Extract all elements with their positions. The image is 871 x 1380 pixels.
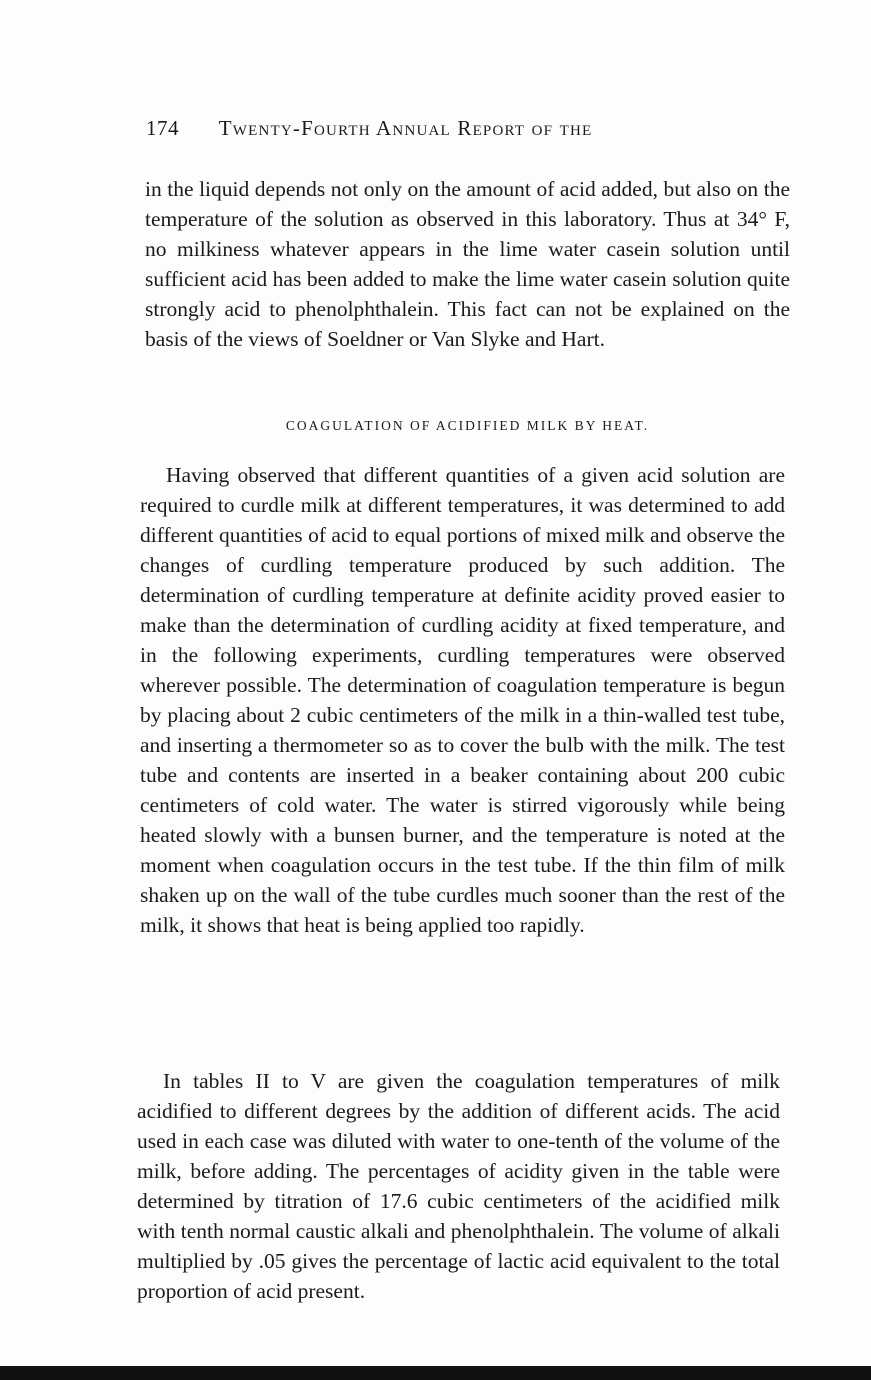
- page-header: [146, 116, 746, 150]
- scan-bottom-edge: [0, 1366, 871, 1380]
- section-heading: COAGULATION OF ACIDIFIED MILK BY HEAT.: [285, 418, 650, 433]
- body-paragraph-2: Having observed that different quantities of a given acid solution are required to curdle milk at different temperatures, it was determined to add different quantities of acid to equal portions of mixed milk and observe the changes of curdling temperature produced by such addition. The determination of curdling temperature at definite acidity proved easier to make than the determination of curdling acidity at fixed temperature, and in the following experiments, curdling temperatures were observed wherever possible. The determination of coagulation temperature is begun by placing about 2 cubic centimeters of the milk in a thin-walled test tube, and inserting a thermometer so as to cover the bulb with the milk. The test tube and contents are inserted in a beaker containing about 200 cubic centimeters of cold water. The water is stirred vigorously while being heated slowly with a bunsen burner, and the temperature is noted at the moment when coagulation occurs in the test tube. If the thin film of milk shaken up on the wall of the tube curdles much sooner than the rest of the milk, it shows that heat is being applied too rapidly.: [140, 463, 785, 937]
- body-paragraph-3: In tables II to V are given the coagulation temperatures of milk acidified to different degrees by the addition of different acids. The acid used in each case was diluted with water to one-tenth of the volume of the milk, before adding. The percentages of acidity given in the table were determined by titration of 17.6 cubic centimeters of the acidified milk with tenth normal caustic alkali and phenolphthalein. The volume of alkali multiplied by .05 gives the percentage of lactic acid equivalent to the total proportion of acid present.: [137, 1069, 780, 1303]
- body-paragraph-1: in the liquid depends not only on the amount of acid added, but also on the temperature of the solution as observed in this laboratory. Thus at 34° F, no milkiness whatever appears in the lime water casein solution until sufficient acid has been added to make the lime water casein solution quite strongly acid to phenolphthalein. This fact can not be explained on the basis of the views of Soeldner or Van Slyke and Hart.: [145, 177, 790, 351]
- page-number: 174: [146, 116, 179, 140]
- running-title: Twenty-Fourth Annual Report of the: [218, 116, 593, 140]
